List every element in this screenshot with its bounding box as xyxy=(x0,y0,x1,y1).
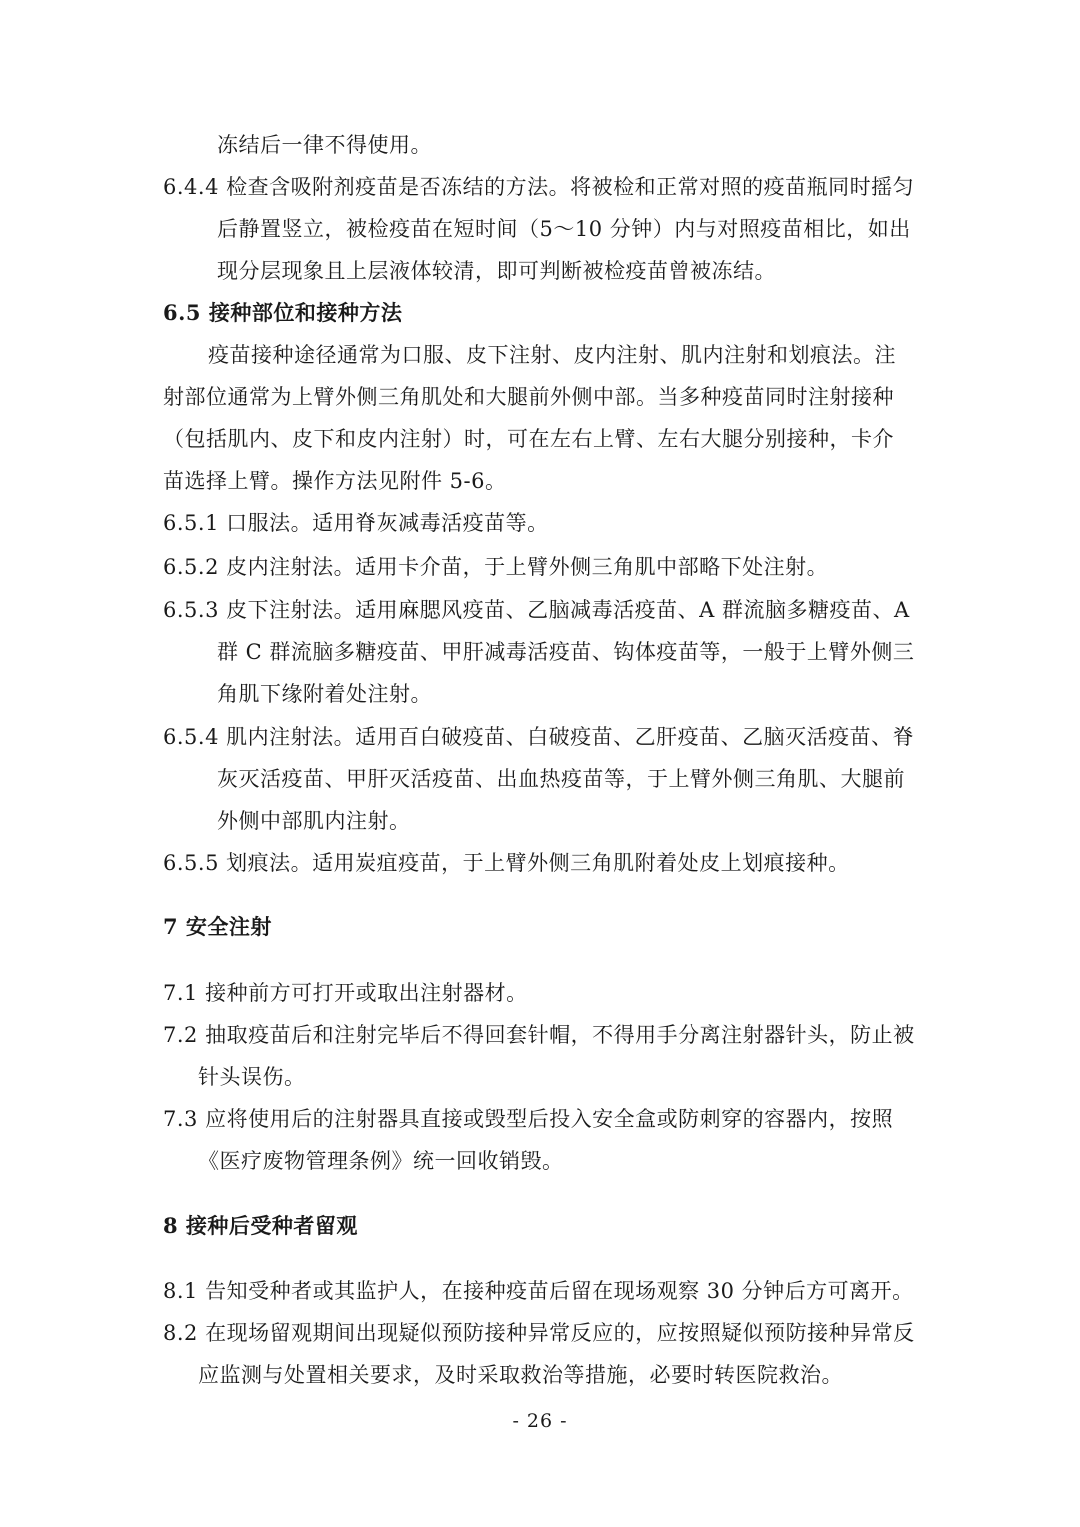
text-line: 后静置竖立，被检疫苗在短时间（5～10 分钟）内与对照疫苗相比，如出 xyxy=(217,217,911,241)
item-number: 6.5.2 xyxy=(163,555,219,579)
list-item-6-5-5: 6.5.5 划痕法。适用炭疽疫苗，于上臂外侧三角肌附着处皮上划痕接种。 xyxy=(163,848,850,878)
section-heading-6-5: 6.5 接种部位和接种方法 xyxy=(163,300,403,325)
item-number: 6.5.4 xyxy=(163,725,219,749)
page-number: - 26 - xyxy=(512,1410,568,1432)
section-heading-7: 7 安全注射 xyxy=(163,914,272,939)
item-number: 6.5.3 xyxy=(163,598,219,622)
text-line: 现分层现象且上层液体较清，即可判断被检疫苗曾被冻结。 xyxy=(217,259,776,283)
list-item-7-1: 7.1 接种前方可打开或取出注射器材。 xyxy=(163,978,528,1008)
text-line: 群 C 群流脑多糖疫苗、甲肝减毒活疫苗、钩体疫苗等，一般于上臂外侧三 xyxy=(217,640,915,664)
item-number: 7.1 xyxy=(163,981,198,1005)
section-heading-8: 8 接种后受种者留观 xyxy=(163,1213,358,1238)
item-number: 6.4.4 xyxy=(163,175,219,199)
list-item-8-2: 8.2 在现场留观期间出现疑似预防接种异常反应的，应按照疑似预防接种异常反 xyxy=(163,1318,915,1348)
list-item-7-2: 7.2 抽取疫苗后和注射完毕后不得回套针帽，不得用手分离注射器针头，防止被 xyxy=(163,1020,915,1050)
item-number: 6.5.5 xyxy=(163,851,219,875)
text-line: 角肌下缘附着处注射。 xyxy=(217,682,432,706)
list-item-7-3: 7.3 应将使用后的注射器具直接或毁型后投入安全盒或防刺穿的容器内，按照 xyxy=(163,1104,893,1134)
text-line: 针头误伤。 xyxy=(198,1065,306,1089)
item-number: 8.2 xyxy=(163,1321,198,1345)
item-number: 8.1 xyxy=(163,1279,198,1303)
item-number: 7.2 xyxy=(163,1023,198,1047)
item-number: 7.3 xyxy=(163,1107,198,1131)
list-item-6-5-4: 6.5.4 肌内注射法。适用百白破疫苗、白破疫苗、乙肝疫苗、乙脑灭活疫苗、脊 xyxy=(163,722,914,752)
item-number: 6.5.1 xyxy=(163,511,219,535)
paragraph-line: 射部位通常为上臂外侧三角肌处和大腿前外侧中部。当多种疫苗同时注射接种 xyxy=(163,385,894,409)
paragraph-line: （包括肌内、皮下和皮内注射）时，可在左右上臂、左右大腿分别接种，卡介 xyxy=(163,427,894,451)
list-item-8-1: 8.1 告知受种者或其监护人，在接种疫苗后留在现场观察 30 分钟后方可离开。 xyxy=(163,1276,914,1306)
paragraph-line: 疫苗接种途径通常为口服、皮下注射、皮内注射、肌内注射和划痕法。注 xyxy=(208,343,896,367)
text-line: 灰灭活疫苗、甲肝灭活疫苗、出血热疫苗等，于上臂外侧三角肌、大腿前 xyxy=(217,767,905,791)
text-line: 冻结后一律不得使用。 xyxy=(217,133,432,157)
list-item-6-4-4: 6.4.4 检查含吸附剂疫苗是否冻结的方法。将被检和正常对照的疫苗瓶同时摇匀 xyxy=(163,172,914,202)
list-item-6-5-3: 6.5.3 皮下注射法。适用麻腮风疫苗、乙脑减毒活疫苗、A 群流脑多糖疫苗、A xyxy=(163,595,910,625)
text-line: 应监测与处置相关要求，及时采取救治等措施，必要时转医院救治。 xyxy=(198,1363,843,1387)
list-item-6-5-1: 6.5.1 口服法。适用脊灰减毒活疫苗等。 xyxy=(163,508,549,538)
text-line: 《医疗废物管理条例》统一回收销毁。 xyxy=(198,1149,564,1173)
list-item-6-5-2: 6.5.2 皮内注射法。适用卡介苗，于上臂外侧三角肌中部略下处注射。 xyxy=(163,552,828,582)
paragraph-line: 苗选择上臂。操作方法见附件 5-6。 xyxy=(163,469,507,493)
text-line: 外侧中部肌内注射。 xyxy=(217,809,411,833)
